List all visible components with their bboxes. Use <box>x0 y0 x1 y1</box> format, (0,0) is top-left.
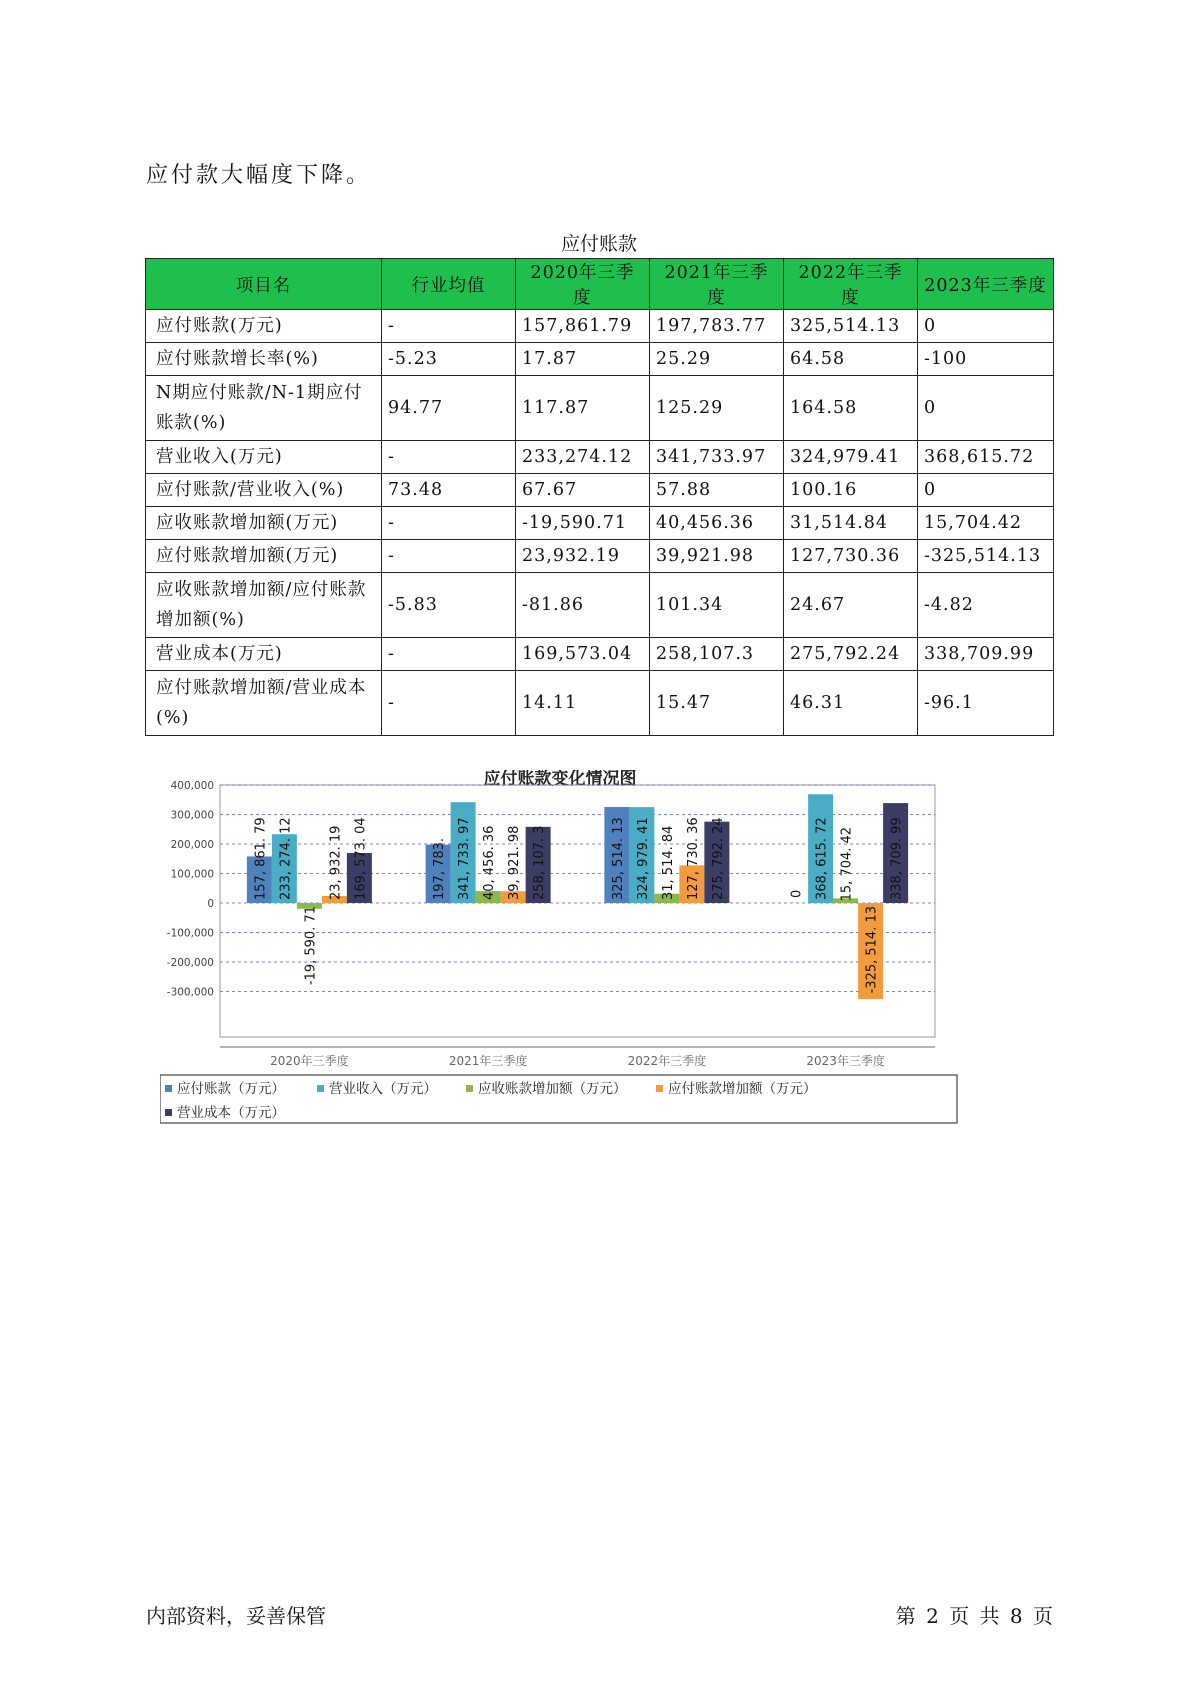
table-cell: 233,274.12 <box>516 441 650 474</box>
chart-title: 应付账款变化情况图 <box>483 770 637 789</box>
table-cell: 164.58 <box>784 376 918 441</box>
legend-label: 营业成本（万元） <box>177 1105 285 1121</box>
table-cell: 197,783.77 <box>650 310 784 343</box>
data-label: 258, 107. 3 <box>532 825 548 900</box>
table-cell: 338,709.99 <box>918 638 1054 671</box>
table-row <box>146 310 1054 343</box>
header-cell: 项目名 <box>146 259 382 310</box>
table-cell: 0 <box>918 376 1054 441</box>
footer-page-number: 第 2 页 共 8 页 <box>895 1604 1053 1628</box>
table-cell: 117.87 <box>516 376 650 441</box>
legend-swatch <box>317 1085 324 1092</box>
table-cell: 25.29 <box>650 343 784 376</box>
table-cell: 15,704.42 <box>918 507 1054 540</box>
row-label: 应付账款(万元) <box>146 310 382 343</box>
table-cell: - <box>382 441 516 474</box>
table-cell: 258,107.3 <box>650 638 784 671</box>
table-cell: 94.77 <box>382 376 516 441</box>
data-label: 127, 730. 36 <box>685 817 701 900</box>
data-label: 15, 704. 42 <box>839 826 855 902</box>
table-cell: 324,979.41 <box>784 441 918 474</box>
table-cell: 17.87 <box>516 343 650 376</box>
row-label: 营业成本(万元) <box>146 638 382 671</box>
table-cell: 0 <box>918 310 1054 343</box>
row-label: 应付账款增长率(%) <box>146 343 382 376</box>
table-cell: 39,921.98 <box>650 540 784 573</box>
data-label: 275, 792. 24 <box>710 817 726 900</box>
table-cell: 368,615.72 <box>918 441 1054 474</box>
footer-confidential: 内部资料，妥善保管 <box>146 1604 326 1628</box>
y-tick-label: -100,000 <box>166 927 214 940</box>
header-cell: 行业均值 <box>382 259 516 310</box>
header-cell: 2022年三季度 <box>784 259 918 310</box>
data-label: 197, 783. <box>432 837 448 900</box>
data-label: 23, 932. 19 <box>328 825 344 900</box>
y-tick-label: 0 <box>207 898 214 910</box>
legend-label: 营业收入（万元） <box>329 1081 437 1097</box>
data-label: 39, 921. 98 <box>507 825 523 900</box>
table-cell: 73.48 <box>382 474 516 507</box>
data-label: 31, 514. 84 <box>660 825 676 900</box>
row-label: 营业收入(万元) <box>146 441 382 474</box>
table-cell: 325,514.13 <box>784 310 918 343</box>
table-cell: 46.31 <box>784 671 918 736</box>
table-title: 应付账款 <box>560 233 637 255</box>
y-tick-label: 100,000 <box>170 868 214 881</box>
legend-swatch <box>656 1085 663 1092</box>
table-cell: - <box>382 310 516 343</box>
legend-label: 应付账款（万元） <box>177 1081 285 1097</box>
row-label: 应收账款增加额/应付账款增加额(%) <box>146 573 382 638</box>
intro-text: 应付款大幅度下降。 <box>146 163 372 188</box>
table-cell: -5.83 <box>382 573 516 638</box>
table-row <box>146 638 1054 671</box>
table-cell: 341,733.97 <box>650 441 784 474</box>
row-label: N期应付账款/N-1期应付账款(%) <box>146 376 382 441</box>
table-cell: 100.16 <box>784 474 918 507</box>
legend-label: 应收账款增加额（万元） <box>478 1081 627 1097</box>
table-row <box>146 474 1054 507</box>
table-cell: -19,590.71 <box>516 507 650 540</box>
table-row <box>146 671 1054 736</box>
chart-svg <box>160 770 1040 1230</box>
data-label: 0 <box>789 889 805 898</box>
table-row <box>146 376 1054 441</box>
header-cell: 2020年三季度 <box>516 259 650 310</box>
row-label: 应付账款/营业收入(%) <box>146 474 382 507</box>
table-cell: - <box>382 507 516 540</box>
table-cell: 67.67 <box>516 474 650 507</box>
table-cell: 125.29 <box>650 376 784 441</box>
table-cell: 31,514.84 <box>784 507 918 540</box>
table-cell: - <box>382 540 516 573</box>
data-label: -19, 590. 71 <box>303 906 319 986</box>
y-tick-label: 200,000 <box>170 839 214 851</box>
table-cell: -5.23 <box>382 343 516 376</box>
row-label: 应付账款增加额/营业成本(%) <box>146 671 382 736</box>
table-cell: 127,730.36 <box>784 540 918 573</box>
data-label: -325, 514. 13 <box>864 906 880 994</box>
table-cell: 64.58 <box>784 343 918 376</box>
table-cell: 157,861.79 <box>516 310 650 343</box>
table-row <box>146 441 1054 474</box>
data-label: 233, 274. 12 <box>278 817 294 900</box>
table-cell: - <box>382 671 516 736</box>
table-cell: 275,792.24 <box>784 638 918 671</box>
table-cell: 101.34 <box>650 573 784 638</box>
table-cell: 57.88 <box>650 474 784 507</box>
data-label: 338, 709. 99 <box>889 817 905 900</box>
header-cell: 2023年三季度 <box>918 259 1054 310</box>
data-label: 324, 979. 41 <box>635 817 651 900</box>
table-cell: -100 <box>918 343 1054 376</box>
legend-label: 应付账款增加额（万元） <box>668 1081 817 1097</box>
data-label: 40, 456. 36 <box>482 825 498 900</box>
table-cell: 14.11 <box>516 671 650 736</box>
y-tick-label: -200,000 <box>166 957 214 969</box>
data-label: 169, 573. 04 <box>353 817 369 900</box>
payables-table <box>145 258 1054 736</box>
table-cell: 23,932.19 <box>516 540 650 573</box>
table-cell: -325,514.13 <box>918 540 1054 573</box>
table-cell: 24.67 <box>784 573 918 638</box>
legend-swatch <box>165 1085 172 1092</box>
table-cell: -4.82 <box>918 573 1054 638</box>
y-tick-label: -300,000 <box>166 986 214 999</box>
table-cell: -81.86 <box>516 573 650 638</box>
table-row <box>146 343 1054 376</box>
payables-chart <box>160 770 1040 1230</box>
x-tick-label: 2023年三季度 <box>806 1054 885 1068</box>
data-label: 157, 861. 79 <box>253 817 269 900</box>
table-cell: - <box>382 638 516 671</box>
table-cell: 0 <box>918 474 1054 507</box>
x-tick-label: 2020年三季度 <box>270 1054 349 1068</box>
y-tick-label: 300,000 <box>170 809 214 822</box>
table-cell: -96.1 <box>918 671 1054 736</box>
y-tick-label: 400,000 <box>170 780 214 792</box>
legend-swatch <box>165 1109 172 1116</box>
table-row <box>146 573 1054 638</box>
data-label: 368, 615. 72 <box>814 817 830 900</box>
header-cell: 2021年三季度 <box>650 259 784 310</box>
row-label: 应付账款增加额(万元) <box>146 540 382 573</box>
x-tick-label: 2021年三季度 <box>448 1054 528 1068</box>
table-cell: 169,573.04 <box>516 638 650 671</box>
x-tick-label: 2022年三季度 <box>627 1054 707 1068</box>
table-row <box>146 540 1054 573</box>
data-label: 325, 514. 13 <box>610 817 626 900</box>
legend-swatch <box>466 1085 473 1092</box>
table-row <box>146 507 1054 540</box>
row-label: 应收账款增加额(万元) <box>146 507 382 540</box>
table-header-row <box>146 259 1054 310</box>
data-label: 341, 733. 97 <box>457 817 473 900</box>
table-cell: 40,456.36 <box>650 507 784 540</box>
table-cell: 15.47 <box>650 671 784 736</box>
